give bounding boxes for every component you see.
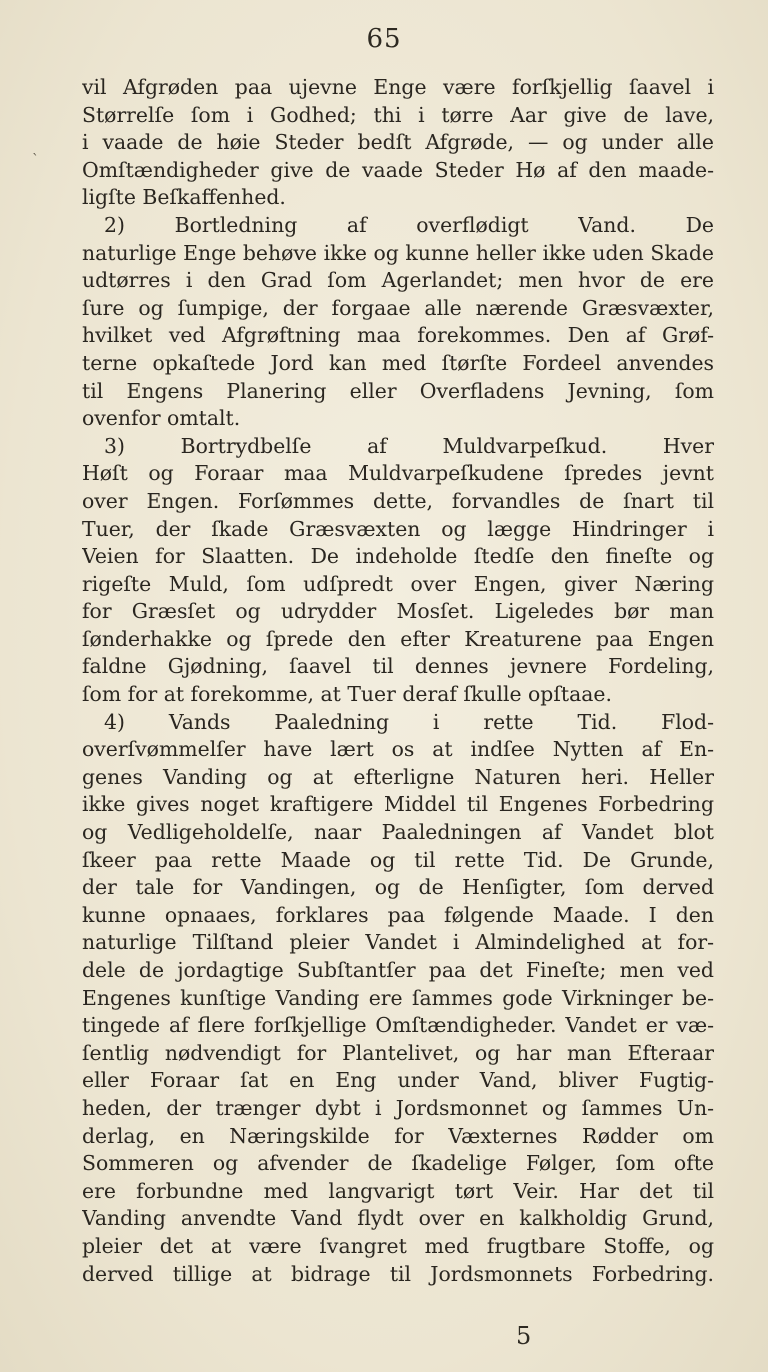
text-line: overſvømmelſer have lært os at indſee Nytten af En- bbox=[82, 737, 714, 762]
text-line: hvilket ved Afgrøftning maa forekommes. Den af Grøf- bbox=[82, 323, 714, 348]
text-line: der tale for Vandingen, og de Henſigter, ſom derved bbox=[82, 875, 714, 900]
text-line: Vanding anvendte Vand flydt over en kalkholdig Grund, bbox=[82, 1206, 714, 1231]
text-line: for Græsſet og udrydder Mosſet. Ligeledes bør man bbox=[82, 599, 714, 624]
text-line: ovenfor omtalt. bbox=[82, 406, 241, 431]
text-line: rigeſte Muld, ſom udſpredt over Engen, giver Næring bbox=[82, 571, 714, 596]
text-line: udtørres i den Grad ſom Agerlandet; men hvor de ere bbox=[82, 268, 714, 293]
signature-mark: 5 bbox=[516, 1322, 532, 1350]
text-line: ligſte Beſkaffenhed. bbox=[82, 185, 286, 210]
text-line: dele de jordagtige Subſtantſer paa det Fineſte; men ved bbox=[82, 958, 714, 982]
text-line: Veien for Slaatten. De indeholde ſtedſe den fineſte og bbox=[82, 544, 714, 569]
text-line: ſønderhakke og ſprede den efter Kreaturene paa Engen bbox=[82, 626, 714, 651]
text-line: 3) Bortrydbelſe af Muldvarpeſkud. Hver bbox=[104, 433, 714, 458]
text-line: Størrelſe ſom i Godhed; thi i tørre Aar give de lave, bbox=[82, 102, 714, 127]
text-line: og Vedligeholdelſe, naar Paaledningen af Vandet blot bbox=[82, 820, 714, 845]
text-line: Tuer, der ſkade Græsvæxten og lægge Hindringer i bbox=[82, 516, 714, 541]
text-line: genes Vanding og at efterligne Naturen heri. Heller bbox=[82, 764, 714, 789]
text-line: ere forbundne med langvarigt tørt Veir. Har det til bbox=[82, 1178, 714, 1203]
text-line: faldne Gjødning, ſaavel til dennes jevnere Fordeling, bbox=[82, 654, 714, 679]
text-line: derved tillige at bidrage til Jordsmonnets Forbedring. bbox=[82, 1261, 714, 1286]
text-line: ikke gives noget kraftigere Middel til Engenes Forbedring bbox=[82, 792, 714, 817]
text-line: ſentlig nødvendigt for Plantelivet, og har man Efteraar bbox=[82, 1040, 714, 1065]
text-line: naturlige Enge behøve ikke og kunne heller ikke uden Skade bbox=[82, 240, 714, 265]
text-line: naturlige Tilſtand pleier Vandet i Almindelighed at for- bbox=[82, 930, 714, 955]
text-line: Sommeren og afvender de ſkadelige Følger, ſom ofte bbox=[82, 1151, 714, 1176]
text-line: 4) Vands Paaledning i rette Tid. Flod- bbox=[104, 709, 714, 734]
body-text bbox=[82, 74, 714, 1288]
text-line: heden, der trænger dybt i Jordsmonnet og ſammes Un- bbox=[82, 1095, 714, 1120]
text-line: eller Foraar ſat en Eng under Vand, bliver Fugtig- bbox=[82, 1068, 714, 1093]
text-line: kunne opnaaes, forklares paa følgende Maade. I den bbox=[82, 902, 714, 927]
text-line: pleier det at være ſvangret med frugtbare Stoffe, og bbox=[82, 1233, 714, 1258]
text-line: i vaade de høie Steder bedſt Afgrøde, — og under alle bbox=[82, 130, 714, 155]
text-line: Omſtændigheder give de vaade Steder Hø af den maade- bbox=[82, 157, 714, 182]
text-line: Engenes kunſtige Vanding ere ſammes gode Virkninger be- bbox=[82, 985, 714, 1010]
text-line: vil Afgrøden paa ujevne Enge være forſkjellig ſaavel i bbox=[82, 75, 714, 99]
text-line: terne opkaſtede Jord kan med ſtørſte Fordeel anvendes bbox=[82, 350, 714, 375]
text-line: ſkeer paa rette Maade og til rette Tid. De Grunde, bbox=[82, 847, 714, 872]
text-line: derlag, en Næringskilde for Væxternes Rødder om bbox=[82, 1123, 714, 1148]
text-line: Høſt og Foraar maa Muldvarpeſkudene ſpredes jevnt bbox=[82, 461, 714, 486]
text-line: ſure og ſumpige, der forgaae alle nærende Græsvæxter, bbox=[82, 295, 714, 320]
margin-mark: ` bbox=[32, 152, 39, 168]
text-line: til Engens Planering eller Overfladens Jevning, ſom bbox=[82, 378, 714, 403]
page-number: 65 bbox=[366, 24, 402, 54]
text-line: ſom for at forekomme, at Tuer deraf ſkulle opſtaae. bbox=[82, 682, 612, 707]
text-line: 2) Bortledning af overflødigt Vand. De bbox=[104, 212, 714, 237]
text-line: tingede af flere forſkjellige Omſtændigheder. Vandet er væ- bbox=[82, 1013, 714, 1038]
text-line: over Engen. Forſømmes dette, forvandles de ſnart til bbox=[82, 488, 714, 513]
